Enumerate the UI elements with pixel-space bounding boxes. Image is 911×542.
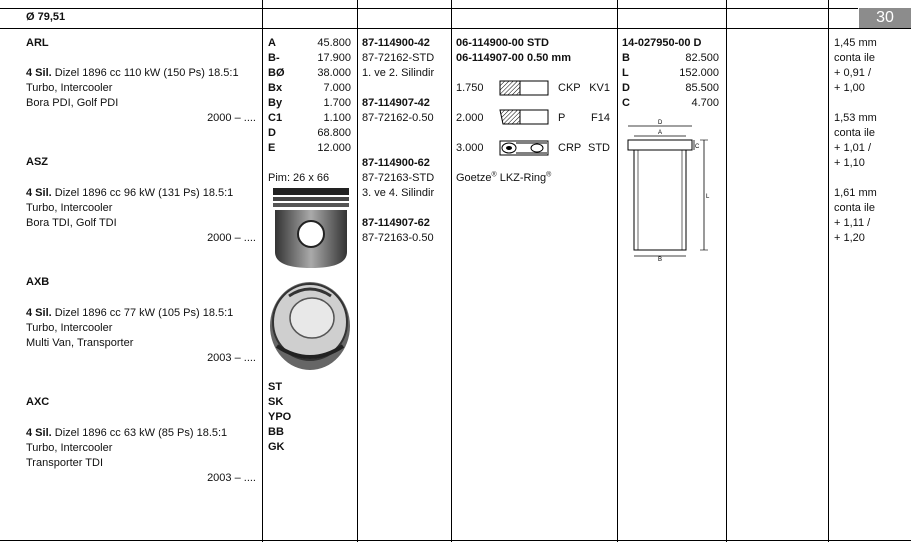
ring-code: F14 (591, 112, 610, 124)
engine-code: AXB (26, 276, 50, 288)
ring-code: KV1 (589, 82, 610, 94)
gasket-label: conta ile (834, 52, 875, 64)
dim-label: C1 (268, 112, 283, 124)
piston-ref-number: 87-72163-STD (362, 172, 435, 184)
diagram-label-c: C (695, 144, 700, 150)
liner-part-number: 14-027950-00 D (622, 37, 702, 49)
engine-years: 2000 – .... (207, 112, 256, 124)
liner-dim-label: D (622, 82, 630, 94)
engine-line2: Turbo, Intercooler (26, 442, 113, 454)
engine-spec: Dizel 1896 cc 63 kW (85 Ps) 18.5:1 (54, 427, 228, 439)
gasket-thickness: 1,53 mm (834, 112, 877, 124)
liner-dim-label: C (622, 97, 630, 109)
ring-type: CRP (558, 142, 582, 154)
ring-code: STD (588, 142, 610, 154)
col-divider-6 (828, 0, 829, 542)
ring-brand-note (456, 171, 551, 186)
scraper-ring-icon (499, 107, 549, 127)
gasket-label: conta ile (834, 202, 875, 214)
dim-value: 1.100 (323, 112, 351, 124)
dim-value: 17.900 (317, 52, 351, 64)
engine-spec: Dizel 1896 cc 110 kW (150 Ps) 18.5:1 (54, 67, 239, 79)
engine-line2: Turbo, Intercooler (26, 202, 113, 214)
engine-code: AXC (26, 396, 50, 408)
ring-width: 1.750 (456, 82, 484, 94)
piston-type: ST (268, 381, 283, 393)
page-number-badge: 30 (859, 8, 911, 28)
engine-line3: Transporter TDI (26, 457, 104, 469)
piston-part-number: 87-114900-42 (362, 37, 430, 49)
diagram-label-b: B (658, 257, 663, 262)
diagram-label-l: L (706, 194, 710, 200)
cyl-count: 4 Sil. (26, 187, 52, 199)
dim-label: D (268, 127, 276, 139)
piston-part-number: 87-114907-42 (362, 97, 430, 109)
ring-part-number: 06-114907-00 0.50 mm (456, 52, 571, 64)
ring-width: 3.000 (456, 142, 484, 154)
liner-dim-value: 85.500 (685, 82, 719, 94)
pin-size: Pim: 26 x 66 (268, 172, 330, 184)
engine-line3: Bora TDI, Golf TDI (26, 217, 117, 229)
engine-desc (26, 186, 233, 201)
ring-name: LKZ-Ring (499, 172, 547, 184)
piston-ref-number: 87-72162-0.50 (362, 112, 434, 124)
liner-dim-value: 152.000 (679, 67, 719, 79)
brand-registered-mark: ® (491, 171, 497, 179)
engine-desc (26, 426, 227, 441)
protrusion-min: + 1,11 / (834, 217, 871, 229)
dim-label: Bx (268, 82, 283, 94)
cyl-count: 4 Sil. (26, 427, 52, 439)
ring-width: 2.000 (456, 112, 484, 124)
piston-side-image (270, 186, 352, 272)
header-rule (0, 28, 911, 29)
col-divider-5 (726, 0, 727, 542)
col-divider-1 (262, 0, 263, 542)
piston-type: YPO (268, 411, 292, 423)
engine-line2: Turbo, Intercooler (26, 82, 113, 94)
bore-diameter: Ø 79,51 (26, 11, 66, 23)
ring-type: CKP (558, 82, 581, 94)
liner-dim-value: 82.500 (685, 52, 719, 64)
gasket-label: conta ile (834, 127, 875, 139)
cyl-count: 4 Sil. (26, 67, 52, 79)
col-divider-3 (451, 0, 452, 542)
diagram-label-a: A (658, 130, 663, 136)
engine-years: 2003 – .... (207, 352, 256, 364)
protrusion-max: + 1,20 (834, 232, 865, 244)
protrusion-min: + 1,01 / (834, 142, 872, 154)
dim-label: E (268, 142, 276, 154)
piston-top-image (267, 276, 353, 372)
engine-line3: Multi Van, Transporter (26, 337, 134, 349)
engine-years: 2000 – .... (207, 232, 256, 244)
dim-value: 1.700 (323, 97, 351, 109)
liner-dim-value: 4.700 (691, 97, 719, 109)
ring-part-number: 06-114900-00 STD (456, 37, 549, 49)
cylinder-liner-diagram (624, 118, 716, 262)
dim-label: A (268, 37, 276, 49)
dim-label: B- (268, 52, 280, 64)
piston-cylinder-note: 3. ve 4. Silindir (362, 187, 435, 199)
piston-type: BB (268, 426, 284, 438)
engine-desc (26, 306, 233, 321)
dim-label: BØ (268, 67, 285, 79)
col-divider-4 (617, 0, 618, 542)
piston-type: SK (268, 396, 284, 408)
engine-code: ASZ (26, 156, 48, 168)
engine-spec: Dizel 1896 cc 96 kW (131 Ps) 18.5:1 (54, 187, 234, 199)
piston-ref-number: 87-72163-0.50 (362, 232, 434, 244)
engine-years: 2003 – .... (207, 472, 256, 484)
oil-ring-icon (499, 138, 551, 158)
dim-value: 38.000 (317, 67, 351, 79)
engine-spec: Dizel 1896 cc 77 kW (105 Ps) 18.5:1 (54, 307, 234, 319)
piston-ref-number: 87-72162-STD (362, 52, 435, 64)
liner-dim-label: L (622, 67, 629, 79)
dim-label: By (268, 97, 283, 109)
engine-line2: Turbo, Intercooler (26, 322, 113, 334)
dim-value: 68.800 (317, 127, 351, 139)
protrusion-max: + 1,10 (834, 157, 865, 169)
top-rule (0, 8, 858, 9)
cyl-count: 4 Sil. (26, 307, 52, 319)
protrusion-min: + 0,91 / (834, 67, 872, 79)
piston-cylinder-note: 1. ve 2. Silindir (362, 67, 435, 79)
liner-dim-label: B (622, 52, 630, 64)
piston-part-number: 87-114907-62 (362, 217, 430, 229)
diagram-label-d: D (658, 120, 663, 126)
piston-part-number: 87-114900-62 (362, 157, 430, 169)
gasket-thickness: 1,45 mm (834, 37, 877, 49)
engine-line3: Bora PDI, Golf PDI (26, 97, 119, 109)
bottom-rule (0, 540, 911, 541)
compression-ring-icon (499, 78, 549, 98)
dim-value: 12.000 (317, 142, 351, 154)
piston-type: GK (268, 441, 285, 453)
engine-desc (26, 66, 239, 81)
dim-value: 7.000 (323, 82, 351, 94)
col-divider-2 (357, 0, 358, 542)
protrusion-max: + 1,00 (834, 82, 865, 94)
ring-type: P (558, 112, 566, 124)
dim-value: 45.800 (317, 37, 351, 49)
brand-name: Goetze (456, 172, 492, 184)
engine-code: ARL (26, 37, 49, 49)
ring-registered-mark: ® (546, 171, 552, 179)
gasket-thickness: 1,61 mm (834, 187, 877, 199)
